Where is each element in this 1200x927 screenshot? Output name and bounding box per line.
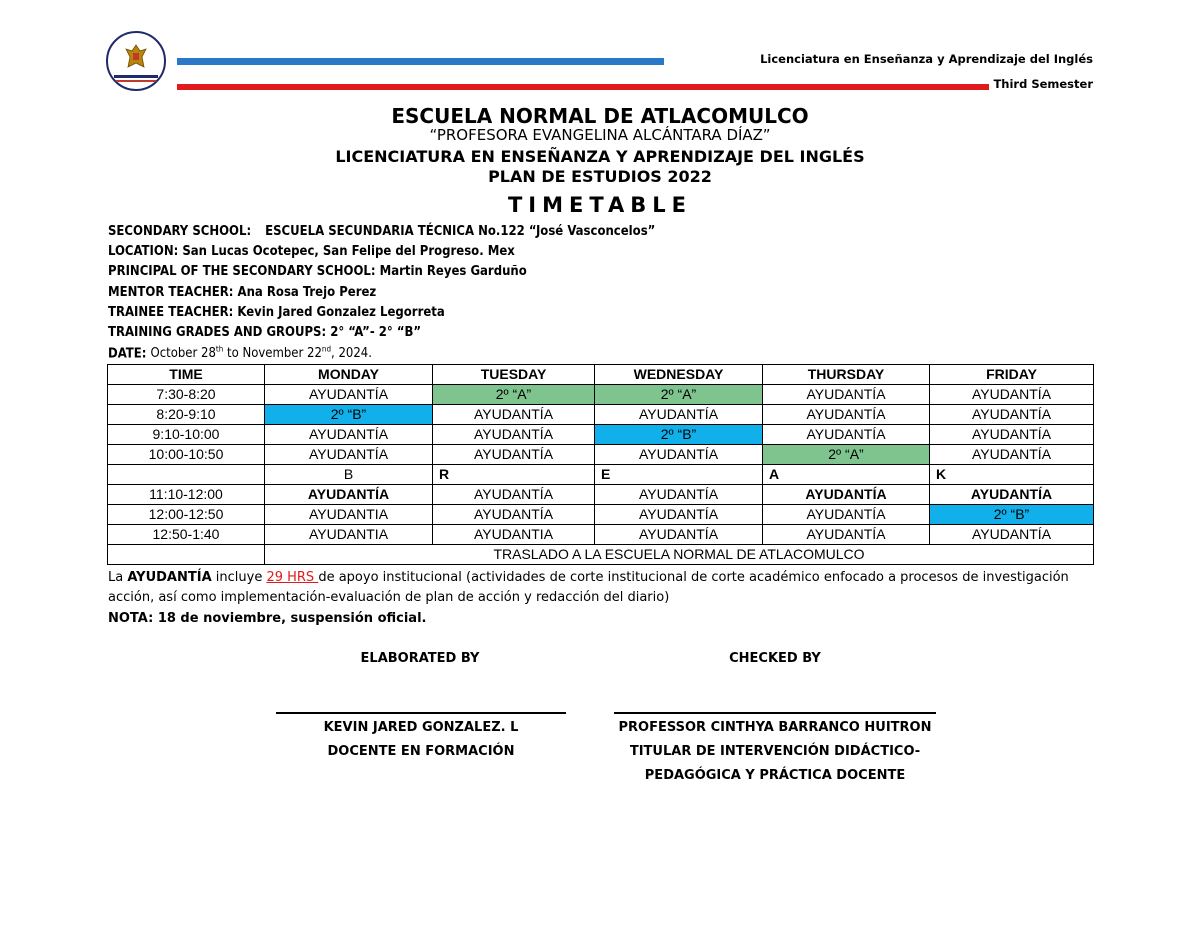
principal-line: PRINCIPAL OF THE SECONDARY SCHOOL: Martin Reyes Garduño bbox=[108, 264, 527, 279]
signer-role-left: DOCENTE EN FORMACIÓN bbox=[327, 744, 515, 759]
location-line: LOCATION: San Lucas Ocotepec, San Felipe del Progreso. Mex bbox=[108, 244, 515, 259]
plan-title: PLAN DE ESTUDIOS 2022 bbox=[488, 167, 712, 186]
break-cell: E bbox=[595, 465, 763, 485]
schedule-cell: AYUDANTÍA bbox=[265, 385, 433, 405]
schedule-cell: 2º “A” bbox=[595, 385, 763, 405]
time-cell: 7:30-8:20 bbox=[108, 385, 265, 405]
document-title: TIMETABLE bbox=[507, 193, 693, 217]
mentor-line: MENTOR TEACHER: Ana Rosa Trejo Perez bbox=[108, 285, 377, 300]
schedule-cell: AYUDANTÍA bbox=[930, 525, 1094, 545]
time-cell: 8:20-9:10 bbox=[108, 405, 265, 425]
schedule-cell: 2º “A” bbox=[763, 445, 930, 465]
schedule-cell: AYUDANTÍA bbox=[763, 405, 930, 425]
schedule-cell: 2º “B” bbox=[595, 425, 763, 445]
header-red-bar bbox=[177, 84, 989, 90]
table-row bbox=[108, 405, 1094, 425]
grades-line: TRAINING GRADES AND GROUPS: 2° “A”- 2° “B” bbox=[108, 325, 422, 340]
schedule-cell: AYUDANTÍA bbox=[763, 385, 930, 405]
table-row bbox=[108, 425, 1094, 445]
secondary-school-value: ESCUELA SECUNDARIA TÉCNICA No.122 “José Vasconcelos” bbox=[265, 224, 656, 239]
col-friday: FRIDAY bbox=[930, 365, 1094, 385]
table-header-row bbox=[108, 365, 1094, 385]
schedule-cell: 2º “B” bbox=[930, 505, 1094, 525]
schedule-cell: AYUDANTÍA bbox=[433, 405, 595, 425]
schedule-cell: AYUDANTÍA bbox=[595, 505, 763, 525]
schedule-cell: AYUDANTÍA bbox=[265, 445, 433, 465]
time-cell bbox=[108, 545, 265, 565]
schedule-cell: AYUDANTÍA bbox=[930, 425, 1094, 445]
checked-by-label: CHECKED BY bbox=[729, 651, 821, 666]
signer-role-right-2: PEDAGÓGICA Y PRÁCTICA DOCENTE bbox=[644, 768, 906, 783]
time-cell: 12:50-1:40 bbox=[108, 525, 265, 545]
schedule-cell: AYUDANTÍA bbox=[595, 405, 763, 425]
transfer-cell: TRASLADO A LA ESCUELA NORMAL DE ATLACOMULCO bbox=[265, 545, 1094, 565]
schedule-cell: 2º “A” bbox=[433, 385, 595, 405]
elaborated-by-label: ELABORATED BY bbox=[360, 651, 480, 666]
ayudantia-note: La AYUDANTÍA incluye 29 HRS de apoyo institucional (actividades de corte institucional de corte académico enfocado a procesos de investigación acción, así como implementación-evaluación de plan de acción y redacción del diario) bbox=[108, 570, 1069, 605]
secondary-school-line bbox=[108, 224, 655, 239]
break-cell: K bbox=[930, 465, 1094, 485]
signature-line-left bbox=[276, 712, 566, 714]
signer-name-right: PROFESSOR CINTHYA BARRANCO HUITRON bbox=[618, 720, 932, 735]
schedule-cell: AYUDANTIA bbox=[265, 505, 433, 525]
schedule-cell: AYUDANTÍA bbox=[265, 425, 433, 445]
schedule-cell: AYUDANTÍA bbox=[763, 425, 930, 445]
time-cell bbox=[108, 465, 265, 485]
break-cell: B bbox=[265, 465, 433, 485]
time-cell: 10:00-10:50 bbox=[108, 445, 265, 465]
schedule-cell: AYUDANTÍA bbox=[930, 405, 1094, 425]
table-row bbox=[108, 525, 1094, 545]
signer-role-right-1: TITULAR DE INTERVENCIÓN DIDÁCTICO- bbox=[629, 744, 921, 759]
header-blue-bar bbox=[177, 58, 664, 65]
break-cell: R bbox=[433, 465, 595, 485]
table-row bbox=[108, 505, 1094, 525]
col-thursday: THURSDAY bbox=[763, 365, 930, 385]
break-row bbox=[108, 465, 1094, 485]
signature-left bbox=[276, 716, 566, 764]
break-cell: A bbox=[763, 465, 930, 485]
school-logo bbox=[106, 31, 166, 91]
ayudantia-keyword: AYUDANTÍA bbox=[127, 570, 212, 585]
timetable bbox=[107, 364, 1094, 565]
date-line bbox=[108, 345, 372, 361]
degree-title: LICENCIATURA EN ENSEÑANZA Y APRENDIZAJE DEL INGLÉS bbox=[335, 147, 865, 166]
schedule-cell: AYUDANTÍA bbox=[265, 485, 433, 505]
eagle-seal-icon bbox=[124, 43, 148, 71]
schedule-cell: AYUDANTÍA bbox=[433, 485, 595, 505]
schedule-cell: AYUDANTÍA bbox=[930, 445, 1094, 465]
transfer-row bbox=[108, 545, 1094, 565]
schedule-cell: AYUDANTÍA bbox=[763, 525, 930, 545]
school-namesake: “PROFESORA EVANGELINA ALCÁNTARA DÍAZ” bbox=[429, 126, 771, 144]
schedule-cell: AYUDANTÍA bbox=[763, 485, 930, 505]
trainee-line: TRAINEE TEACHER: Kevin Jared Gonzalez Legorreta bbox=[108, 305, 445, 320]
schedule-cell: AYUDANTIA bbox=[433, 525, 595, 545]
table-row bbox=[108, 385, 1094, 405]
semester-header: Third Semester bbox=[993, 77, 1093, 91]
schedule-cell: AYUDANTÍA bbox=[930, 385, 1094, 405]
signer-name-left: KEVIN JARED GONZALEZ. L bbox=[323, 720, 519, 735]
col-tuesday: TUESDAY bbox=[433, 365, 595, 385]
schedule-cell: AYUDANTÍA bbox=[930, 485, 1094, 505]
date-label: DATE: bbox=[108, 346, 147, 362]
program-header: Licenciatura en Enseñanza y Aprendizaje del Inglés bbox=[760, 52, 1093, 66]
signature-right bbox=[600, 716, 950, 788]
col-monday: MONDAY bbox=[265, 365, 433, 385]
schedule-cell: AYUDANTÍA bbox=[595, 485, 763, 505]
schedule-cell: AYUDANTÍA bbox=[433, 505, 595, 525]
date-value: October 28th to November 22nd, 2024. bbox=[150, 345, 372, 362]
signature-line-right bbox=[614, 712, 936, 714]
schedule-cell: AYUDANTÍA bbox=[763, 505, 930, 525]
schedule-cell: AYUDANTIA bbox=[265, 525, 433, 545]
suspension-note: NOTA: 18 de noviembre, suspensión oficial. bbox=[108, 611, 427, 626]
table-row bbox=[108, 485, 1094, 505]
schedule-cell: 2º “B” bbox=[265, 405, 433, 425]
time-cell: 11:10-12:00 bbox=[108, 485, 265, 505]
schedule-cell: AYUDANTÍA bbox=[433, 425, 595, 445]
col-wednesday: WEDNESDAY bbox=[595, 365, 763, 385]
time-cell: 12:00-12:50 bbox=[108, 505, 265, 525]
schedule-cell: AYUDANTÍA bbox=[595, 445, 763, 465]
schedule-cell: AYUDANTÍA bbox=[595, 525, 763, 545]
hours-highlight: 29 HRS bbox=[266, 570, 319, 585]
col-time: TIME bbox=[108, 365, 265, 385]
table-row bbox=[108, 445, 1094, 465]
secondary-school-label: SECONDARY SCHOOL: bbox=[108, 224, 252, 239]
school-title: ESCUELA NORMAL DE ATLACOMULCO bbox=[391, 104, 809, 128]
time-cell: 9:10-10:00 bbox=[108, 425, 265, 445]
schedule-cell: AYUDANTÍA bbox=[433, 445, 595, 465]
